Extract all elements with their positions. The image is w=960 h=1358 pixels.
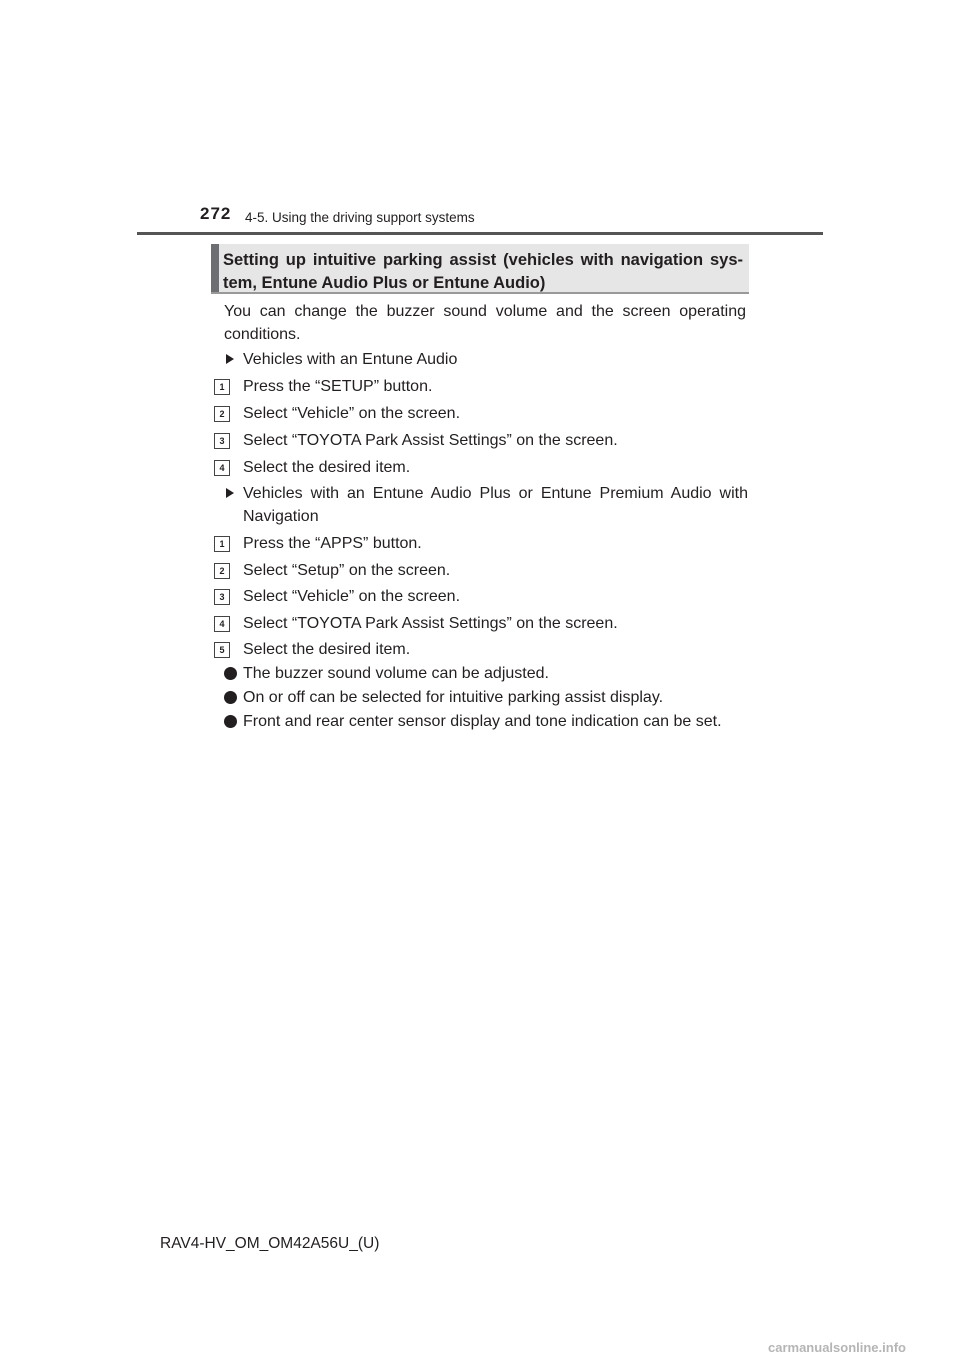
step-text: Select the desired item. [243, 641, 411, 658]
footer-document-code: RAV4-HV_OM_OM42A56U_(U) [160, 1235, 380, 1252]
step-number-badge: 1 [214, 379, 230, 395]
header-rule [137, 232, 823, 235]
heading-text: Setting up intuitive parking assist (vehicles with navigation sys-tem, Entune Audio Plus or Entune Audio) [223, 251, 743, 292]
step-number-badge: 4 [214, 616, 230, 632]
bullet-text: The buzzer sound volume can be adjusted. [243, 665, 549, 682]
step-text: Press the “SETUP” button. [243, 378, 433, 395]
step-text: Select the desired item. [243, 459, 411, 476]
step-text: Select “TOYOTA Park Assist Settings” on the screen. [243, 432, 618, 449]
sub-heading-text: Vehicles with an Entune Audio Plus or Entune Premium Audio with Navigation [243, 485, 748, 525]
sub-heading-text: Vehicles with an Entune Audio [243, 351, 458, 368]
bullet-dot-icon [224, 691, 237, 704]
bullet-dot-icon [224, 715, 237, 728]
heading-accent-bar [211, 244, 219, 292]
step-text: Select “Vehicle” on the screen. [243, 405, 461, 422]
section-title: 4-5. Using the driving support systems [245, 210, 475, 225]
step-text: Select “Vehicle” on the screen. [243, 588, 461, 605]
bullet-dot-icon [224, 667, 237, 680]
step-text: Select “TOYOTA Park Assist Settings” on the screen. [243, 615, 618, 632]
sub-heading-entune-audio-plus [226, 482, 748, 528]
intro-paragraph: You can change the buzzer sound volume and the screen operating conditions. [224, 303, 746, 343]
step-number-badge: 5 [214, 642, 230, 658]
watermark: carmanualsonline.info [768, 1340, 906, 1355]
triangle-bullet-icon [226, 354, 234, 364]
step-number-badge: 4 [214, 460, 230, 476]
sub-heading-entune-audio [226, 348, 748, 371]
triangle-bullet-icon [226, 488, 234, 498]
bullet-text: Front and rear center sensor display and tone indication can be set. [243, 713, 722, 730]
step-number-badge: 3 [214, 589, 230, 605]
step-number-badge: 1 [214, 536, 230, 552]
step-number-badge: 2 [214, 406, 230, 422]
heading-box [211, 244, 749, 294]
step-text: Press the “APPS” button. [243, 535, 422, 552]
bullet-text: On or off can be selected for intuitive parking assist display. [243, 689, 664, 706]
step-number-badge: 2 [214, 563, 230, 579]
page-number: 272 [200, 204, 232, 223]
step-text: Select “Setup” on the screen. [243, 562, 451, 579]
step-number-badge: 3 [214, 433, 230, 449]
